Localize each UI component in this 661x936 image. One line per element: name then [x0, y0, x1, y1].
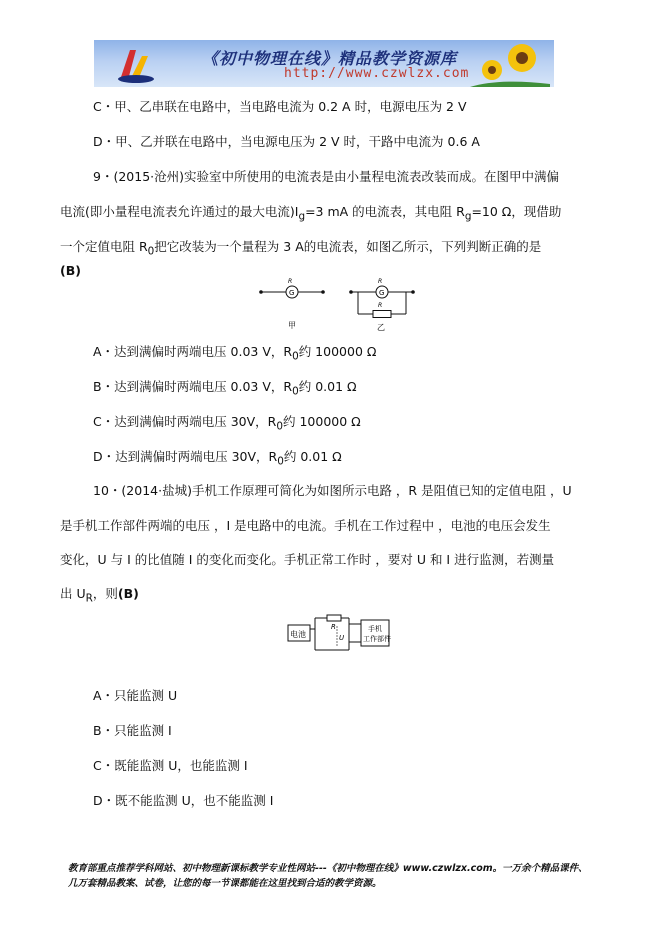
question-10-line-3: 变化，U 与 I 的比值随 I 的变化而变化。手机正常工作时 ，要对 U 和 I 进行监测，若测量: [60, 552, 555, 567]
question-9-line-2: 电流(即小量程电流表允许通过的最大电流)$I_g=3$ mA 的电流表，其电阻 $R_g=10$ Ω，现借助: [60, 204, 562, 223]
figure-9-circuits: [255, 276, 425, 336]
question-10-line-2: 是手机工作部件两端的电压 ，I 是电路中的电流。手机在工作过程中 ，电池的电压会发生: [60, 518, 551, 533]
battery-label: 电池: [290, 630, 306, 639]
svg-text:R: R: [378, 302, 383, 309]
footer-line-2: 几万套精品教案、试卷，让您的每一节课都能在这里找到合适的教学资源。: [68, 878, 382, 889]
question-10-option-b: B・只能监测 I: [93, 723, 172, 738]
option-c-prev: C・甲、乙串联在电路中，当电路电流为 0.2 A 时，电源电压为 2 V: [93, 99, 467, 114]
option-d-prev: D・甲、乙并联在电路中，当电源电压为 2 V 时，干路中电流为 0.6 A: [93, 134, 480, 149]
banner-url[interactable]: http://www.czwlzx.com: [284, 66, 470, 81]
page-footer: [68, 861, 608, 891]
svg-text:R: R: [378, 278, 383, 285]
question-10-line-1: 10・(2014·盐城)手机工作原理可简化为如图所示电路 ，R 是阻值已知的定值电阻 ，U: [93, 483, 572, 498]
circuit-yi: [349, 278, 415, 332]
question-10-line-4: 出 $U_R$，则(B): [60, 586, 139, 605]
question-9-line-1: 9・(2015·沧州)实验室中所使用的电流表是由小量程电流表改装而成。在图甲中满偏: [93, 169, 559, 184]
question-9-option-d: D・达到满偏时两端电压 30V，$R_0$约 0.01 Ω: [93, 449, 342, 468]
question-9-option-a: A・达到满偏时两端电压 0.03 V，$R_0$约 100000 Ω: [93, 344, 377, 363]
question-9-answer: (B): [60, 263, 81, 278]
svg-text:G: G: [289, 289, 295, 297]
phone-part-label-2: 工作部件: [363, 635, 391, 643]
banner-title: 《初中物理在线》精品教学资源库: [202, 49, 458, 68]
phone-part-label-1: 手机: [368, 625, 382, 633]
svg-text:G: G: [379, 289, 385, 297]
question-9-line-3: 一个定值电阻 $R_0$把它改装为一个量程为 3 A的电流表，如图乙所示，下列判断正确的是: [60, 239, 542, 258]
question-10-option-c: C・既能监测 U，也能监测 I: [93, 758, 248, 773]
label-yi: 乙: [377, 323, 385, 332]
footer-line-1: 教育部重点推荐学科网站、初中物理新课标教学专业性网站---《初中物理在线》www.czwlzx.com。一万余个精品课件、: [68, 863, 588, 874]
resistor-r-label: R: [331, 623, 336, 631]
circuit-jia: [259, 278, 325, 330]
figure-10-circuit: [283, 612, 393, 656]
question-9-option-c: C・达到满偏时两端电压 30V，$R_0$约 100000 Ω: [93, 414, 361, 433]
label-jia: 甲: [288, 321, 296, 330]
header-banner: [94, 40, 554, 87]
sunflower-icon: [470, 40, 550, 87]
question-10-option-d: D・既不能监测 U，也不能监测 I: [93, 793, 274, 808]
site-logo-icon: [116, 46, 156, 84]
svg-text:R: R: [288, 278, 293, 285]
question-10-option-a: A・只能监测 U: [93, 688, 178, 703]
voltage-u-label: U: [339, 634, 345, 642]
question-9-option-b: B・达到满偏时两端电压 0.03 V，$R_0$约 0.01 Ω: [93, 379, 357, 398]
